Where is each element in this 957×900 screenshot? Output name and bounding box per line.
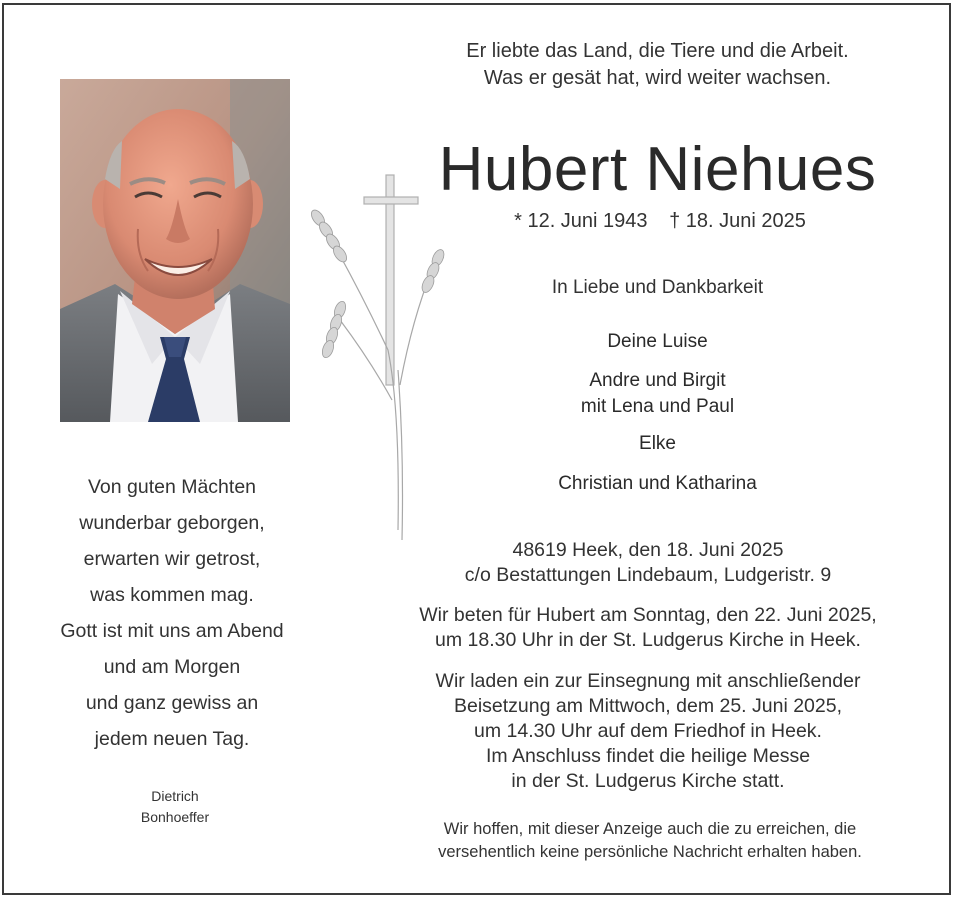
prayer-line-1: Wir beten für Hubert am Sonntag, den 22. Juni 2025, [419, 604, 877, 626]
prayer-announcement [378, 603, 918, 653]
poem-line: was kommen mag. [90, 584, 254, 606]
poem-line: erwarten wir getrost, [83, 548, 261, 570]
death-date: † 18. Juni 2025 [669, 210, 806, 232]
life-dates [470, 208, 850, 234]
poem-line: Gott ist mit uns am Abend [60, 620, 284, 642]
author-first-name: Dietrich [151, 788, 199, 804]
funeral-line-1: Wir laden ein zur Einsegnung mit anschließender [435, 670, 861, 692]
portrait-photo [60, 79, 290, 422]
funeral-line-2: Beisetzung am Mittwoch, dem 25. Juni 2025, [453, 695, 843, 717]
funeral-announcement [378, 669, 918, 794]
family-line-3: mit Lena und Paul [580, 396, 735, 417]
funeral-line-3: um 14.30 Uhr auf dem Friedhof in Heek. [474, 720, 822, 742]
note-line-2: versehentlich keine persönliche Nachricht erhalten haben. [438, 843, 862, 861]
poem-line: wunderbar geborgen, [79, 512, 265, 534]
poem-line: und ganz gewiss an [85, 692, 259, 714]
address-block [378, 538, 918, 588]
epitaph-line-2: Was er gesät hat, wird weiter wachsen. [483, 67, 832, 89]
family-line-2: Andre und Birgit [589, 370, 726, 391]
author-last-name: Bonhoeffer [140, 809, 210, 825]
prayer-line-2: um 18.30 Uhr in der St. Ludgerus Kirche in Heek. [435, 629, 861, 651]
family-member-1: Deine Luise [607, 331, 708, 352]
family-member-2 [460, 368, 855, 420]
dedication-text: In Liebe und Dankbarkeit [551, 277, 764, 298]
deceased-name: Hubert Niehues [438, 135, 877, 204]
notice-note [390, 818, 910, 864]
family-member-4: Christian und Katharina [558, 473, 757, 494]
contact-address: c/o Bestattungen Lindebaum, Ludgeristr. 9 [464, 564, 832, 586]
poem-block [22, 469, 322, 757]
poem-line: jedem neuen Tag. [94, 728, 250, 750]
funeral-line-5: in der St. Ludgerus Kirche statt. [511, 770, 785, 792]
epitaph-line-1: Er liebte das Land, die Tiere und die Arbeit. [466, 40, 849, 62]
note-line-1: Wir hoffen, mit dieser Anzeige auch die zu erreichen, die [443, 820, 857, 838]
poem-line: Von guten Mächten [87, 476, 257, 498]
birth-date: * 12. Juni 1943 [514, 210, 648, 232]
cross-with-wheat-icon [300, 170, 460, 550]
family-member-3: Elke [639, 433, 676, 454]
poem-author [100, 786, 250, 828]
place-date: 48619 Heek, den 18. Juni 2025 [512, 539, 784, 561]
poem-line: und am Morgen [103, 656, 241, 678]
epitaph-quote [420, 38, 895, 92]
funeral-line-4: Im Anschluss findet die heilige Messe [485, 745, 811, 767]
